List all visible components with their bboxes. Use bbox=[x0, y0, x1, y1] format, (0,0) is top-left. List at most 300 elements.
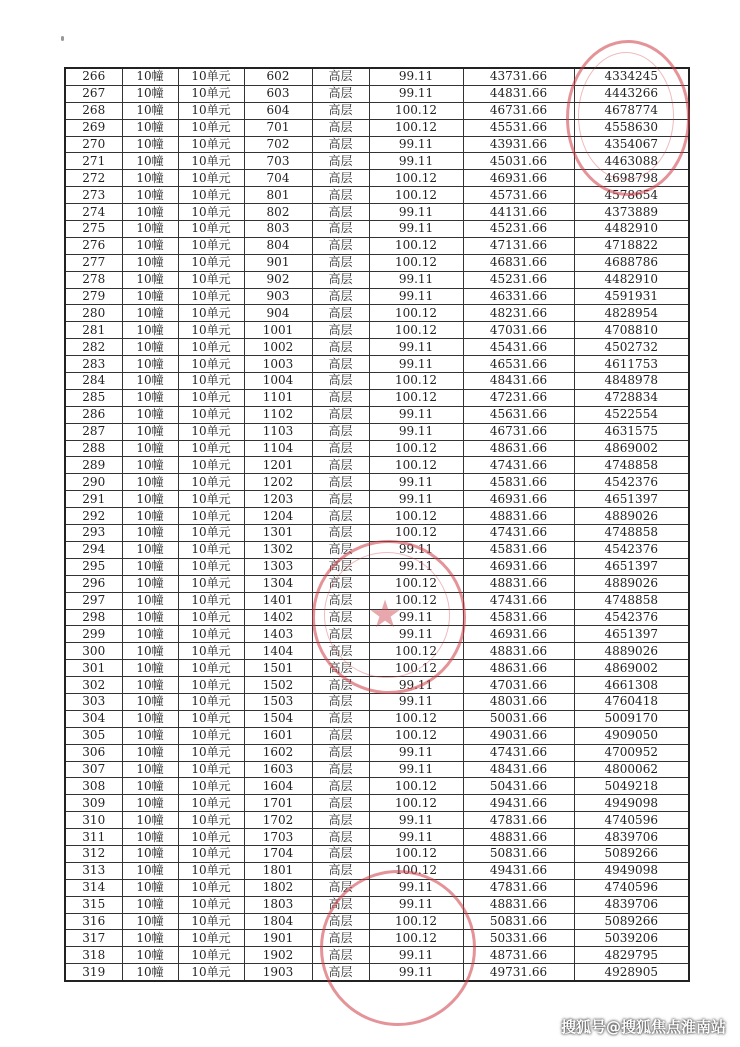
unit-price-cell: 50831.66 bbox=[463, 845, 574, 862]
unit-cell: 10单元 bbox=[178, 204, 244, 221]
row-number-cell: 314 bbox=[65, 879, 122, 896]
floor-type-cell: 高层 bbox=[312, 913, 369, 930]
table-row bbox=[65, 187, 689, 204]
row-number-cell: 298 bbox=[65, 609, 122, 626]
table-row bbox=[65, 204, 689, 221]
area-cell: 100.12 bbox=[369, 710, 463, 727]
row-number-cell: 309 bbox=[65, 795, 122, 812]
area-cell: 99.11 bbox=[369, 626, 463, 643]
unit-cell: 10单元 bbox=[178, 930, 244, 947]
building-cell: 10幢 bbox=[122, 879, 178, 896]
building-cell: 10幢 bbox=[122, 356, 178, 373]
unit-price-cell: 45631.66 bbox=[463, 406, 574, 423]
unit-price-cell: 47831.66 bbox=[463, 812, 574, 829]
area-cell: 100.12 bbox=[369, 254, 463, 271]
total-price-cell: 4334245 bbox=[574, 68, 689, 85]
room-cell: 1002 bbox=[244, 339, 312, 356]
area-cell: 99.11 bbox=[369, 406, 463, 423]
total-price-cell: 4748858 bbox=[574, 457, 689, 474]
table-row bbox=[65, 221, 689, 238]
unit-price-cell: 48831.66 bbox=[463, 643, 574, 660]
row-number-cell: 275 bbox=[65, 221, 122, 238]
table-row bbox=[65, 896, 689, 913]
unit-price-cell: 50431.66 bbox=[463, 778, 574, 795]
table-row bbox=[65, 626, 689, 643]
building-cell: 10幢 bbox=[122, 609, 178, 626]
price-table bbox=[64, 67, 690, 982]
room-cell: 1901 bbox=[244, 930, 312, 947]
row-number-cell: 296 bbox=[65, 575, 122, 592]
unit-price-cell: 47431.66 bbox=[463, 744, 574, 761]
building-cell: 10幢 bbox=[122, 102, 178, 119]
unit-cell: 10单元 bbox=[178, 221, 244, 238]
area-cell: 99.11 bbox=[369, 693, 463, 710]
table-row bbox=[65, 288, 689, 305]
row-number-cell: 290 bbox=[65, 474, 122, 491]
floor-type-cell: 高层 bbox=[312, 356, 369, 373]
unit-cell: 10单元 bbox=[178, 541, 244, 558]
unit-cell: 10单元 bbox=[178, 710, 244, 727]
row-number-cell: 302 bbox=[65, 677, 122, 694]
table-row bbox=[65, 457, 689, 474]
floor-type-cell: 高层 bbox=[312, 829, 369, 846]
area-cell: 100.12 bbox=[369, 119, 463, 136]
room-cell: 1101 bbox=[244, 389, 312, 406]
building-cell: 10幢 bbox=[122, 930, 178, 947]
area-cell: 100.12 bbox=[369, 457, 463, 474]
room-cell: 1304 bbox=[244, 575, 312, 592]
floor-type-cell: 高层 bbox=[312, 204, 369, 221]
room-cell: 603 bbox=[244, 85, 312, 102]
table-row bbox=[65, 609, 689, 626]
total-price-cell: 4748858 bbox=[574, 592, 689, 609]
row-number-cell: 285 bbox=[65, 389, 122, 406]
room-cell: 1801 bbox=[244, 862, 312, 879]
floor-type-cell: 高层 bbox=[312, 862, 369, 879]
table-row bbox=[65, 879, 689, 896]
unit-cell: 10单元 bbox=[178, 727, 244, 744]
table-row bbox=[65, 119, 689, 136]
unit-cell: 10单元 bbox=[178, 271, 244, 288]
floor-type-cell: 高层 bbox=[312, 423, 369, 440]
total-price-cell: 4443266 bbox=[574, 85, 689, 102]
building-cell: 10幢 bbox=[122, 457, 178, 474]
unit-price-cell: 46531.66 bbox=[463, 356, 574, 373]
unit-cell: 10单元 bbox=[178, 187, 244, 204]
area-cell: 100.12 bbox=[369, 170, 463, 187]
table-row bbox=[65, 389, 689, 406]
building-cell: 10幢 bbox=[122, 744, 178, 761]
room-cell: 1703 bbox=[244, 829, 312, 846]
total-price-cell: 4740596 bbox=[574, 812, 689, 829]
unit-cell: 10单元 bbox=[178, 845, 244, 862]
unit-cell: 10单元 bbox=[178, 136, 244, 153]
row-number-cell: 287 bbox=[65, 423, 122, 440]
area-cell: 99.11 bbox=[369, 964, 463, 981]
row-number-cell: 274 bbox=[65, 204, 122, 221]
floor-type-cell: 高层 bbox=[312, 947, 369, 964]
room-cell: 1302 bbox=[244, 541, 312, 558]
area-cell: 100.12 bbox=[369, 930, 463, 947]
total-price-cell: 4928905 bbox=[574, 964, 689, 981]
table-row bbox=[65, 406, 689, 423]
floor-type-cell: 高层 bbox=[312, 795, 369, 812]
floor-type-cell: 高层 bbox=[312, 68, 369, 85]
unit-price-cell: 47431.66 bbox=[463, 457, 574, 474]
total-price-cell: 4748858 bbox=[574, 525, 689, 542]
total-price-cell: 4728834 bbox=[574, 389, 689, 406]
unit-cell: 10单元 bbox=[178, 558, 244, 575]
unit-cell: 10单元 bbox=[178, 491, 244, 508]
table-row bbox=[65, 237, 689, 254]
unit-price-cell: 44831.66 bbox=[463, 85, 574, 102]
unit-cell: 10单元 bbox=[178, 913, 244, 930]
unit-cell: 10单元 bbox=[178, 406, 244, 423]
room-cell: 1204 bbox=[244, 508, 312, 525]
table-row bbox=[65, 778, 689, 795]
building-cell: 10幢 bbox=[122, 170, 178, 187]
area-cell: 100.12 bbox=[369, 795, 463, 812]
table-row bbox=[65, 474, 689, 491]
floor-type-cell: 高层 bbox=[312, 389, 369, 406]
building-cell: 10幢 bbox=[122, 322, 178, 339]
floor-type-cell: 高层 bbox=[312, 508, 369, 525]
building-cell: 10幢 bbox=[122, 575, 178, 592]
room-cell: 804 bbox=[244, 237, 312, 254]
building-cell: 10幢 bbox=[122, 829, 178, 846]
unit-price-cell: 46731.66 bbox=[463, 423, 574, 440]
table-row bbox=[65, 153, 689, 170]
table-row bbox=[65, 525, 689, 542]
building-cell: 10幢 bbox=[122, 558, 178, 575]
row-number-cell: 282 bbox=[65, 339, 122, 356]
total-price-cell: 5089266 bbox=[574, 913, 689, 930]
room-cell: 702 bbox=[244, 136, 312, 153]
building-cell: 10幢 bbox=[122, 761, 178, 778]
area-cell: 99.11 bbox=[369, 423, 463, 440]
room-cell: 1301 bbox=[244, 525, 312, 542]
area-cell: 99.11 bbox=[369, 829, 463, 846]
floor-type-cell: 高层 bbox=[312, 896, 369, 913]
total-price-cell: 4848978 bbox=[574, 373, 689, 390]
floor-type-cell: 高层 bbox=[312, 964, 369, 981]
area-cell: 99.11 bbox=[369, 221, 463, 238]
table-row bbox=[65, 930, 689, 947]
floor-type-cell: 高层 bbox=[312, 305, 369, 322]
area-cell: 99.11 bbox=[369, 558, 463, 575]
total-price-cell: 4678774 bbox=[574, 102, 689, 119]
unit-cell: 10单元 bbox=[178, 170, 244, 187]
floor-type-cell: 高层 bbox=[312, 85, 369, 102]
unit-price-cell: 46331.66 bbox=[463, 288, 574, 305]
building-cell: 10幢 bbox=[122, 947, 178, 964]
row-number-cell: 273 bbox=[65, 187, 122, 204]
area-cell: 99.11 bbox=[369, 136, 463, 153]
table-row bbox=[65, 829, 689, 846]
row-number-cell: 268 bbox=[65, 102, 122, 119]
unit-cell: 10单元 bbox=[178, 288, 244, 305]
building-cell: 10幢 bbox=[122, 693, 178, 710]
row-number-cell: 305 bbox=[65, 727, 122, 744]
unit-cell: 10单元 bbox=[178, 947, 244, 964]
floor-type-cell: 高层 bbox=[312, 575, 369, 592]
room-cell: 1303 bbox=[244, 558, 312, 575]
row-number-cell: 300 bbox=[65, 643, 122, 660]
area-cell: 100.12 bbox=[369, 237, 463, 254]
unit-price-cell: 46931.66 bbox=[463, 491, 574, 508]
building-cell: 10幢 bbox=[122, 373, 178, 390]
unit-price-cell: 48831.66 bbox=[463, 508, 574, 525]
table-row bbox=[65, 170, 689, 187]
room-cell: 802 bbox=[244, 204, 312, 221]
building-cell: 10幢 bbox=[122, 254, 178, 271]
unit-cell: 10单元 bbox=[178, 85, 244, 102]
row-number-cell: 308 bbox=[65, 778, 122, 795]
table-row bbox=[65, 423, 689, 440]
unit-price-cell: 47231.66 bbox=[463, 389, 574, 406]
unit-cell: 10单元 bbox=[178, 609, 244, 626]
floor-type-cell: 高层 bbox=[312, 254, 369, 271]
total-price-cell: 4740596 bbox=[574, 879, 689, 896]
unit-price-cell: 44131.66 bbox=[463, 204, 574, 221]
area-cell: 100.12 bbox=[369, 660, 463, 677]
room-cell: 1201 bbox=[244, 457, 312, 474]
area-cell: 99.11 bbox=[369, 339, 463, 356]
unit-cell: 10单元 bbox=[178, 643, 244, 660]
room-cell: 1804 bbox=[244, 913, 312, 930]
building-cell: 10幢 bbox=[122, 845, 178, 862]
row-number-cell: 280 bbox=[65, 305, 122, 322]
area-cell: 99.11 bbox=[369, 896, 463, 913]
unit-price-cell: 50031.66 bbox=[463, 710, 574, 727]
row-number-cell: 277 bbox=[65, 254, 122, 271]
table-row bbox=[65, 85, 689, 102]
unit-price-cell: 45231.66 bbox=[463, 271, 574, 288]
room-cell: 1401 bbox=[244, 592, 312, 609]
unit-price-cell: 48831.66 bbox=[463, 575, 574, 592]
row-number-cell: 289 bbox=[65, 457, 122, 474]
room-cell: 1702 bbox=[244, 812, 312, 829]
area-cell: 100.12 bbox=[369, 102, 463, 119]
unit-price-cell: 49031.66 bbox=[463, 727, 574, 744]
total-price-cell: 4889026 bbox=[574, 575, 689, 592]
room-cell: 1603 bbox=[244, 761, 312, 778]
table-row bbox=[65, 491, 689, 508]
unit-price-cell: 46831.66 bbox=[463, 254, 574, 271]
total-price-cell: 4839706 bbox=[574, 896, 689, 913]
total-price-cell: 4708810 bbox=[574, 322, 689, 339]
room-cell: 1803 bbox=[244, 896, 312, 913]
building-cell: 10幢 bbox=[122, 710, 178, 727]
floor-type-cell: 高层 bbox=[312, 373, 369, 390]
row-number-cell: 292 bbox=[65, 508, 122, 525]
table-row bbox=[65, 947, 689, 964]
room-cell: 1103 bbox=[244, 423, 312, 440]
table-row bbox=[65, 761, 689, 778]
unit-price-cell: 47431.66 bbox=[463, 525, 574, 542]
total-price-cell: 4688786 bbox=[574, 254, 689, 271]
total-price-cell: 5089266 bbox=[574, 845, 689, 862]
room-cell: 1501 bbox=[244, 660, 312, 677]
floor-type-cell: 高层 bbox=[312, 153, 369, 170]
floor-type-cell: 高层 bbox=[312, 271, 369, 288]
total-price-cell: 4373889 bbox=[574, 204, 689, 221]
floor-type-cell: 高层 bbox=[312, 845, 369, 862]
room-cell: 1704 bbox=[244, 845, 312, 862]
building-cell: 10幢 bbox=[122, 339, 178, 356]
unit-price-cell: 48031.66 bbox=[463, 693, 574, 710]
row-number-cell: 284 bbox=[65, 373, 122, 390]
building-cell: 10幢 bbox=[122, 474, 178, 491]
unit-cell: 10单元 bbox=[178, 305, 244, 322]
building-cell: 10幢 bbox=[122, 660, 178, 677]
total-price-cell: 4651397 bbox=[574, 626, 689, 643]
unit-price-cell: 45731.66 bbox=[463, 187, 574, 204]
room-cell: 1003 bbox=[244, 356, 312, 373]
floor-type-cell: 高层 bbox=[312, 879, 369, 896]
table-row bbox=[65, 744, 689, 761]
row-number-cell: 306 bbox=[65, 744, 122, 761]
unit-price-cell: 48631.66 bbox=[463, 660, 574, 677]
unit-cell: 10单元 bbox=[178, 102, 244, 119]
room-cell: 604 bbox=[244, 102, 312, 119]
unit-price-cell: 48631.66 bbox=[463, 440, 574, 457]
seal-star-icon: ★ bbox=[368, 592, 403, 636]
table-row bbox=[65, 541, 689, 558]
building-cell: 10幢 bbox=[122, 136, 178, 153]
room-cell: 1802 bbox=[244, 879, 312, 896]
area-cell: 100.12 bbox=[369, 575, 463, 592]
floor-type-cell: 高层 bbox=[312, 170, 369, 187]
building-cell: 10幢 bbox=[122, 305, 178, 322]
floor-type-cell: 高层 bbox=[312, 541, 369, 558]
room-cell: 1601 bbox=[244, 727, 312, 744]
total-price-cell: 4839706 bbox=[574, 829, 689, 846]
unit-price-cell: 46731.66 bbox=[463, 102, 574, 119]
room-cell: 704 bbox=[244, 170, 312, 187]
room-cell: 1502 bbox=[244, 677, 312, 694]
room-cell: 1203 bbox=[244, 491, 312, 508]
unit-price-cell: 47031.66 bbox=[463, 677, 574, 694]
table-row bbox=[65, 693, 689, 710]
unit-price-cell: 48831.66 bbox=[463, 829, 574, 846]
row-number-cell: 304 bbox=[65, 710, 122, 727]
floor-type-cell: 高层 bbox=[312, 643, 369, 660]
unit-price-cell: 48431.66 bbox=[463, 373, 574, 390]
total-price-cell: 4578654 bbox=[574, 187, 689, 204]
building-cell: 10幢 bbox=[122, 85, 178, 102]
total-price-cell: 4661308 bbox=[574, 677, 689, 694]
area-cell: 99.11 bbox=[369, 68, 463, 85]
floor-type-cell: 高层 bbox=[312, 187, 369, 204]
total-price-cell: 4800062 bbox=[574, 761, 689, 778]
unit-cell: 10单元 bbox=[178, 423, 244, 440]
total-price-cell: 4463088 bbox=[574, 153, 689, 170]
unit-cell: 10单元 bbox=[178, 389, 244, 406]
room-cell: 801 bbox=[244, 187, 312, 204]
building-cell: 10幢 bbox=[122, 68, 178, 85]
unit-price-cell: 45431.66 bbox=[463, 339, 574, 356]
total-price-cell: 4542376 bbox=[574, 474, 689, 491]
unit-cell: 10单元 bbox=[178, 862, 244, 879]
table-row bbox=[65, 356, 689, 373]
area-cell: 99.11 bbox=[369, 879, 463, 896]
building-cell: 10幢 bbox=[122, 187, 178, 204]
table-row bbox=[65, 575, 689, 592]
building-cell: 10幢 bbox=[122, 913, 178, 930]
room-cell: 1602 bbox=[244, 744, 312, 761]
room-cell: 703 bbox=[244, 153, 312, 170]
room-cell: 1701 bbox=[244, 795, 312, 812]
floor-type-cell: 高层 bbox=[312, 322, 369, 339]
area-cell: 100.12 bbox=[369, 305, 463, 322]
total-price-cell: 4611753 bbox=[574, 356, 689, 373]
unit-cell: 10单元 bbox=[178, 896, 244, 913]
floor-type-cell: 高层 bbox=[312, 288, 369, 305]
unit-price-cell: 49431.66 bbox=[463, 862, 574, 879]
unit-price-cell: 47431.66 bbox=[463, 592, 574, 609]
table-row bbox=[65, 845, 689, 862]
row-number-cell: 269 bbox=[65, 119, 122, 136]
area-cell: 100.12 bbox=[369, 373, 463, 390]
area-cell: 99.11 bbox=[369, 541, 463, 558]
building-cell: 10幢 bbox=[122, 677, 178, 694]
unit-cell: 10单元 bbox=[178, 525, 244, 542]
building-cell: 10幢 bbox=[122, 525, 178, 542]
floor-type-cell: 高层 bbox=[312, 440, 369, 457]
building-cell: 10幢 bbox=[122, 541, 178, 558]
building-cell: 10幢 bbox=[122, 423, 178, 440]
table-row bbox=[65, 964, 689, 981]
row-number-cell: 313 bbox=[65, 862, 122, 879]
building-cell: 10幢 bbox=[122, 440, 178, 457]
room-cell: 1004 bbox=[244, 373, 312, 390]
floor-type-cell: 高层 bbox=[312, 744, 369, 761]
unit-cell: 10单元 bbox=[178, 153, 244, 170]
unit-cell: 10单元 bbox=[178, 693, 244, 710]
total-price-cell: 4651397 bbox=[574, 558, 689, 575]
room-cell: 1503 bbox=[244, 693, 312, 710]
area-cell: 99.11 bbox=[369, 474, 463, 491]
total-price-cell: 4482910 bbox=[574, 271, 689, 288]
row-number-cell: 278 bbox=[65, 271, 122, 288]
table-row bbox=[65, 727, 689, 744]
row-number-cell: 303 bbox=[65, 693, 122, 710]
floor-type-cell: 高层 bbox=[312, 491, 369, 508]
row-number-cell: 286 bbox=[65, 406, 122, 423]
row-number-cell: 295 bbox=[65, 558, 122, 575]
unit-price-cell: 45831.66 bbox=[463, 541, 574, 558]
unit-cell: 10单元 bbox=[178, 592, 244, 609]
table-row bbox=[65, 373, 689, 390]
area-cell: 100.12 bbox=[369, 727, 463, 744]
table-row bbox=[65, 592, 689, 609]
area-cell: 100.12 bbox=[369, 389, 463, 406]
unit-cell: 10单元 bbox=[178, 626, 244, 643]
building-cell: 10幢 bbox=[122, 406, 178, 423]
room-cell: 602 bbox=[244, 68, 312, 85]
room-cell: 1403 bbox=[244, 626, 312, 643]
row-number-cell: 299 bbox=[65, 626, 122, 643]
row-number-cell: 283 bbox=[65, 356, 122, 373]
total-price-cell: 4482910 bbox=[574, 221, 689, 238]
unit-price-cell: 48231.66 bbox=[463, 305, 574, 322]
unit-price-cell: 47131.66 bbox=[463, 237, 574, 254]
area-cell: 100.12 bbox=[369, 643, 463, 660]
row-number-cell: 315 bbox=[65, 896, 122, 913]
room-cell: 1104 bbox=[244, 440, 312, 457]
unit-cell: 10单元 bbox=[178, 322, 244, 339]
